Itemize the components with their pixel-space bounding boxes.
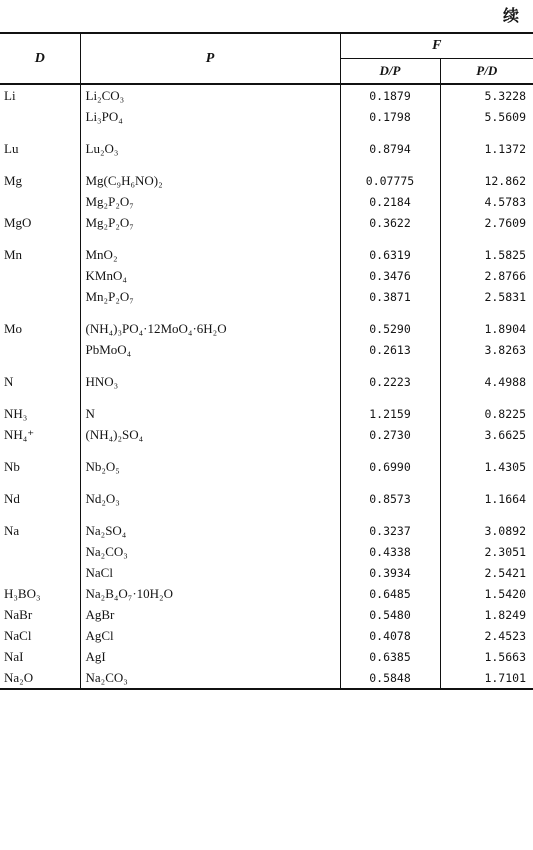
cell-d: NaBr [4, 606, 33, 622]
cell-d-over-p: 0.2730 [340, 424, 440, 445]
cell-p: Lu₂O₃ [80, 138, 340, 159]
table-row [0, 646, 533, 667]
cell-p-over-d: 3.8263 [484, 342, 526, 357]
cell-d-over-p [340, 127, 440, 138]
cell-p-over-d: 2.7609 [484, 215, 526, 230]
table-row [0, 562, 533, 583]
cell-p-over-d: 2.4523 [484, 628, 526, 643]
cell-p-over-d [440, 477, 533, 488]
cell-p-over-d: 12.862 [484, 173, 526, 188]
cell-d [0, 477, 80, 488]
cell-p: Li₂CO₃ [80, 84, 340, 106]
cell-p-over-d: 4.5783 [484, 194, 526, 209]
cell-p [80, 509, 340, 520]
cell-d-over-p: 1.2159 [340, 403, 440, 424]
table-row [0, 403, 533, 424]
cell-d: Nb [4, 458, 20, 474]
cell-d-over-p [340, 307, 440, 318]
cell-p-over-d: 1.8249 [484, 607, 526, 622]
cell-p: Na₂SO₄ [80, 520, 340, 541]
cell-p-over-d: 4.4988 [484, 374, 526, 389]
table-row [0, 212, 533, 233]
table-row [0, 318, 533, 339]
cell-p: NaCl [80, 562, 340, 583]
cell-p: (NH₄)₃PO₄·12MoO₄·6H₂O [80, 318, 340, 339]
cell-p [80, 127, 340, 138]
spacer-row [0, 445, 533, 456]
cell-p-over-d [440, 509, 533, 520]
continued-label: 续 [502, 6, 519, 25]
cell-d [0, 509, 80, 520]
cell-p: Mn₂P₂O₇ [80, 286, 340, 307]
spacer-row [0, 392, 533, 403]
cell-d-over-p: 0.2613 [340, 339, 440, 360]
cell-d [0, 392, 80, 403]
cell-d [0, 265, 80, 286]
cell-d [0, 562, 80, 583]
cell-p: Na₂CO₃ [80, 541, 340, 562]
cell-d-over-p [340, 159, 440, 170]
table-row [0, 170, 533, 191]
cell-d-over-p [340, 509, 440, 520]
cell-d [0, 307, 80, 318]
cell-d-over-p: 0.5480 [340, 604, 440, 625]
table-row [0, 84, 533, 106]
cell-d [0, 233, 80, 244]
header-f: F [340, 33, 533, 59]
cell-d-over-p: 0.4338 [340, 541, 440, 562]
cell-d-over-p [340, 445, 440, 456]
spacer-row [0, 307, 533, 318]
cell-p-over-d: 1.5663 [484, 649, 526, 664]
cell-d-over-p: 0.2223 [340, 371, 440, 392]
cell-d-over-p: 0.8573 [340, 488, 440, 509]
cell-d-over-p: 0.6319 [340, 244, 440, 265]
cell-p [80, 360, 340, 371]
cell-d: NaCl [4, 627, 32, 643]
cell-d: Li [4, 87, 16, 103]
cell-d [0, 541, 80, 562]
cell-p [80, 477, 340, 488]
cell-p: Na₂CO₃ [80, 667, 340, 689]
cell-p: (NH₄)₂SO₄ [80, 424, 340, 445]
cell-d [0, 286, 80, 307]
header-p-over-d: P/D [440, 59, 533, 85]
table-row [0, 371, 533, 392]
cell-p-over-d: 5.5609 [484, 109, 526, 124]
cell-p: AgBr [80, 604, 340, 625]
cell-d-over-p: 0.3934 [340, 562, 440, 583]
table-row [0, 339, 533, 360]
cell-d-over-p: 0.3476 [340, 265, 440, 286]
gravimetric-factor-table [0, 32, 533, 690]
cell-d: NH₄⁺ [4, 426, 35, 442]
spacer-row [0, 360, 533, 371]
cell-d-over-p: 0.5848 [340, 667, 440, 689]
table-row [0, 244, 533, 265]
cell-d: MgO [4, 214, 32, 230]
cell-p: Mg(C₉H₆NO)₂ [80, 170, 340, 191]
cell-p: MnO₂ [80, 244, 340, 265]
cell-d-over-p: 0.3622 [340, 212, 440, 233]
table-row [0, 667, 533, 689]
table-row [0, 541, 533, 562]
cell-d: Nd [4, 490, 20, 506]
table-row [0, 138, 533, 159]
spacer-row [0, 477, 533, 488]
cell-d: Mg [4, 172, 23, 188]
cell-p: N [80, 403, 340, 424]
table-row [0, 604, 533, 625]
table-row [0, 286, 533, 307]
cell-d-over-p: 0.5290 [340, 318, 440, 339]
cell-p: Li₃PO₄ [80, 106, 340, 127]
cell-d-over-p [340, 477, 440, 488]
cell-d: Mn [4, 246, 23, 262]
cell-d-over-p: 0.4078 [340, 625, 440, 646]
cell-p-over-d: 2.5831 [484, 289, 526, 304]
cell-p: PbMoO₄ [80, 339, 340, 360]
cell-d [0, 159, 80, 170]
cell-p-over-d: 5.3228 [484, 88, 526, 103]
spacer-row [0, 159, 533, 170]
cell-p-over-d [440, 307, 533, 318]
cell-p-over-d: 2.5421 [484, 565, 526, 580]
spacer-row [0, 509, 533, 520]
cell-p: AgCl [80, 625, 340, 646]
cell-p [80, 233, 340, 244]
cell-d: Mo [4, 320, 23, 336]
table-row [0, 424, 533, 445]
cell-d-over-p: 0.1879 [340, 84, 440, 106]
cell-d-over-p [340, 233, 440, 244]
cell-d: Na [4, 522, 20, 538]
cell-p-over-d: 1.5420 [484, 586, 526, 601]
cell-d-over-p: 0.3871 [340, 286, 440, 307]
table-row [0, 106, 533, 127]
cell-p-over-d: 1.5825 [484, 247, 526, 262]
table-row [0, 625, 533, 646]
cell-p-over-d: 2.8766 [484, 268, 526, 283]
header-d: D [0, 33, 80, 84]
spacer-row [0, 127, 533, 138]
cell-p [80, 159, 340, 170]
cell-p [80, 307, 340, 318]
cell-d-over-p: 0.3237 [340, 520, 440, 541]
cell-p-over-d [440, 445, 533, 456]
cell-d [0, 339, 80, 360]
cell-d [0, 127, 80, 138]
cell-d-over-p: 0.1798 [340, 106, 440, 127]
cell-d: N [4, 373, 14, 389]
cell-d: NH₃ [4, 405, 28, 421]
cell-p-over-d: 0.8225 [484, 406, 526, 421]
cell-d-over-p: 0.6485 [340, 583, 440, 604]
cell-p: AgI [80, 646, 340, 667]
cell-p-over-d: 1.1372 [484, 141, 526, 156]
cell-p: HNO₃ [80, 371, 340, 392]
cell-p-over-d: 2.3051 [484, 544, 526, 559]
cell-d: NaI [4, 648, 24, 664]
cell-p-over-d: 1.7101 [440, 667, 533, 689]
cell-d [0, 360, 80, 371]
cell-p-over-d: 1.4305 [484, 459, 526, 474]
cell-p-over-d: 1.1664 [484, 491, 526, 506]
cell-d-over-p: 0.6990 [340, 456, 440, 477]
cell-d [0, 106, 80, 127]
cell-p-over-d [440, 127, 533, 138]
cell-p: Nb₂O₅ [80, 456, 340, 477]
cell-p [80, 392, 340, 403]
cell-d-over-p [340, 392, 440, 403]
cell-p: KMnO₄ [80, 265, 340, 286]
cell-p-over-d [440, 392, 533, 403]
cell-d: Lu [4, 140, 19, 156]
cell-p-over-d [440, 233, 533, 244]
table-row [0, 191, 533, 212]
table-row [0, 265, 533, 286]
table-row [0, 456, 533, 477]
cell-d [0, 445, 80, 456]
spacer-row [0, 233, 533, 244]
header-p: P [80, 33, 340, 84]
cell-d-over-p: 0.2184 [340, 191, 440, 212]
cell-p-over-d [440, 159, 533, 170]
cell-p: Na₂B₄O₇·10H₂O [80, 583, 340, 604]
cell-p: Mg₂P₂O₇ [80, 191, 340, 212]
cell-d-over-p: 0.8794 [340, 138, 440, 159]
table-row [0, 488, 533, 509]
table-row [0, 583, 533, 604]
header-d-over-p: D/P [340, 59, 440, 85]
cell-p-over-d: 3.6625 [484, 427, 526, 442]
cell-d: H₃BO₃ [4, 585, 41, 601]
cell-d-over-p [340, 360, 440, 371]
cell-d [0, 191, 80, 212]
cell-p-over-d: 1.8904 [484, 321, 526, 336]
cell-p: Nd₂O₃ [80, 488, 340, 509]
cell-d-over-p: 0.6385 [340, 646, 440, 667]
cell-p: Mg₂P₂O₇ [80, 212, 340, 233]
cell-p-over-d [440, 360, 533, 371]
table-body [0, 84, 533, 689]
cell-p-over-d: 3.0892 [484, 523, 526, 538]
cell-d-over-p: 0.07775 [340, 170, 440, 191]
table-row [0, 520, 533, 541]
cell-p [80, 445, 340, 456]
cell-d: Na₂O [0, 667, 80, 689]
